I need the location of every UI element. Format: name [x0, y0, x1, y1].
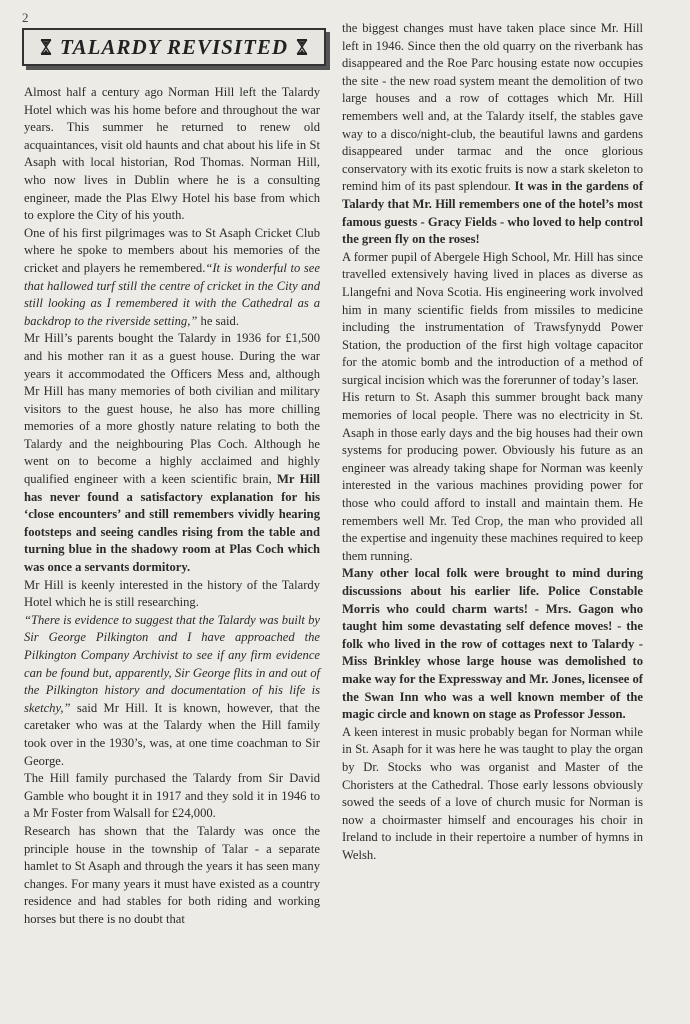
text-run: It was in the gardens of Talardy that Mr. Hill remembers one of the hotel’s most famous guests - Gracy Fields - who loved to help control the green fly on the roses!: [342, 179, 644, 247]
paragraph: [24, 823, 320, 929]
text-run: A keen interest in music probably began for Norman while in St. Asaph for it was here he was taught to play the organ by Dr. Stocks who was organist and Master of the Choristers at the Cathedral. Those early lessons obviously sowed the seeds of a love of church music for Norman is now a choirmaster himself and encourages his choir in Ireland to include in their repertoire a number of hymns in Welsh.: [342, 724, 643, 862]
text-run: The Hill family purchased the Talardy from Sir David Gamble who bought it in 1917 and they sold it in 1946 to a Mr Foster from Walsall for £24,000.: [24, 771, 320, 821]
text-run: Almost half a century ago Norman Hill left the Talardy Hotel which was his home before and throughout the war years. This summer he returned to renew old acquaintances, visit old haunts and chat about his life in St Asaph with local historian, Rod Thomas. Norman Hill, who now lives in Dublin where he is a consulting engineer, made the Plas Elwy Hotel his base from which to explore the City of his youth.: [24, 85, 320, 223]
text-run: the biggest changes must have taken place since Mr. Hill left in 1946. Since then the old quarry on the riverbank has disappeared and the Roe Parc housing estate now occupies the site - the new road system meant the demolition of two large houses and a row of cottages which Mr. Hill remembers well and, at the Talardy itself, the stables gave way to a disco/night-club, the beautiful lawns and gardens disappeared under tarmac and the once glorious conservatory with its exotic fruits is now a stark skeleton to remind him of its past splendour.: [342, 21, 643, 194]
text-run: “It is wonderful to see that hallowed turf still the centre of cricket in the City and still looking as I remembered it with the Cathedral as a backdrop to the riverside setting,”: [24, 260, 320, 328]
text-run: said Mr Hill. It is known, however, that the caretaker who was at the Talardy when the Hill family took over in the 1930’s, was, at one time coachman to Sir George.: [24, 700, 320, 768]
text-run: Mr Hill’s parents bought the Talardy in 1936 for £1,500 and his mother ran it as a guest house. During the war years it accommodated the Officers Mess and, although Mr Hill has many memories of both civilian and military visitors to the guest house, he also has more chilling memories of a more ghostly nature relating to both the Talardy and the neighbouring Plas Coch. Although he went on to become a highly acclaimed and highly qualified engineer with a keen scientific brain,: [24, 331, 320, 487]
paragraph: [342, 565, 643, 723]
paragraph: [342, 20, 643, 249]
hourglass-icon: [296, 38, 308, 56]
paragraph: [342, 249, 643, 390]
article-title: TALARDY REVISITED: [59, 34, 289, 59]
page-number: 2: [22, 10, 29, 25]
text-run: A former pupil of Abergele High School, Mr. Hill has since travelled extensively having lived in places as diverse as Llangefni and Nova Scotia. His engineering work involved him in many scientific fields from missiles to medicine including the instrumentation of Trawsfynydd Power Station, the production of the first high voltage capacitor for the atomic bomb and the introduction of a method of surgical incision which was the forerunner of today’s laser.: [342, 249, 643, 387]
paragraph: [24, 577, 320, 612]
paragraph: [24, 770, 320, 823]
title-banner: [22, 28, 326, 66]
paragraph: [342, 724, 643, 865]
text-run: Research has shown that the Talardy was once the principle house in the township of Talar - a separate hamlet to St Asaph and through the years it has seen many changes. For many years it must have existed as a country residence and had stables for both riding and working horses but there is no doubt that: [24, 823, 320, 926]
text-run: he said.: [197, 313, 239, 328]
text-run: “There is evidence to suggest that the Talardy was built by Sir George Pilkington and I have approached the Pilkington Company Archivist to see if any firm evidence can be found but, apparently, Sir George flits in and out of the Pilkington history and documentation of his life is sketchy,”: [24, 612, 320, 715]
paragraph: [24, 225, 320, 331]
text-run: One of his first pilgrimages was to St Asaph Cricket Club where he spoke to members about his memories of the cricket and players he remembered.: [24, 225, 320, 275]
paragraph: [342, 389, 643, 565]
paragraph: [24, 612, 320, 770]
text-run: His return to St. Asaph this summer brought back many memories of local people. There was no electricity in St. Asaph in those early days and the big houses had their own systems for producing power. Obviously his future as an engineer was already taking shape for Norman was keenly interested in the various machines providing power for those who could afford to install and maintain them. He remembers well Mr. Ted Crop, the man who provided all the expertise and ingenuity these machines required to keep them running.: [342, 390, 643, 563]
text-run: Many other local folk were brought to mind during discussions about his earlier life. Police Constable Morris who could charm warts! - Mrs. Gagon who taught him some devastating self defence moves! - the folk who lived in the row of cottages next to Talardy - Miss Brinkley whose large house was demolished to make way for the Expressway and Mr. Jones, licensee of the Swan Inn who was a well known member of the magic circle and known on stage as Professor Jesson.: [342, 566, 643, 722]
hourglass-icon: [40, 38, 52, 56]
text-run: Mr Hill has never found a satisfactory explanation for his ‘close encounters’ and still remembers vividly hearing footsteps and seeing candles rising from the table and turning blue in the shadowy room at Plas Coch which was once a servants dormitory.: [24, 472, 320, 575]
paragraph: [24, 330, 320, 576]
left-column: [24, 84, 320, 929]
text-run: Mr Hill is keenly interested in the history of the Talardy Hotel which he is still researching.: [24, 577, 320, 610]
paragraph: [24, 84, 320, 225]
right-column: [342, 20, 643, 865]
